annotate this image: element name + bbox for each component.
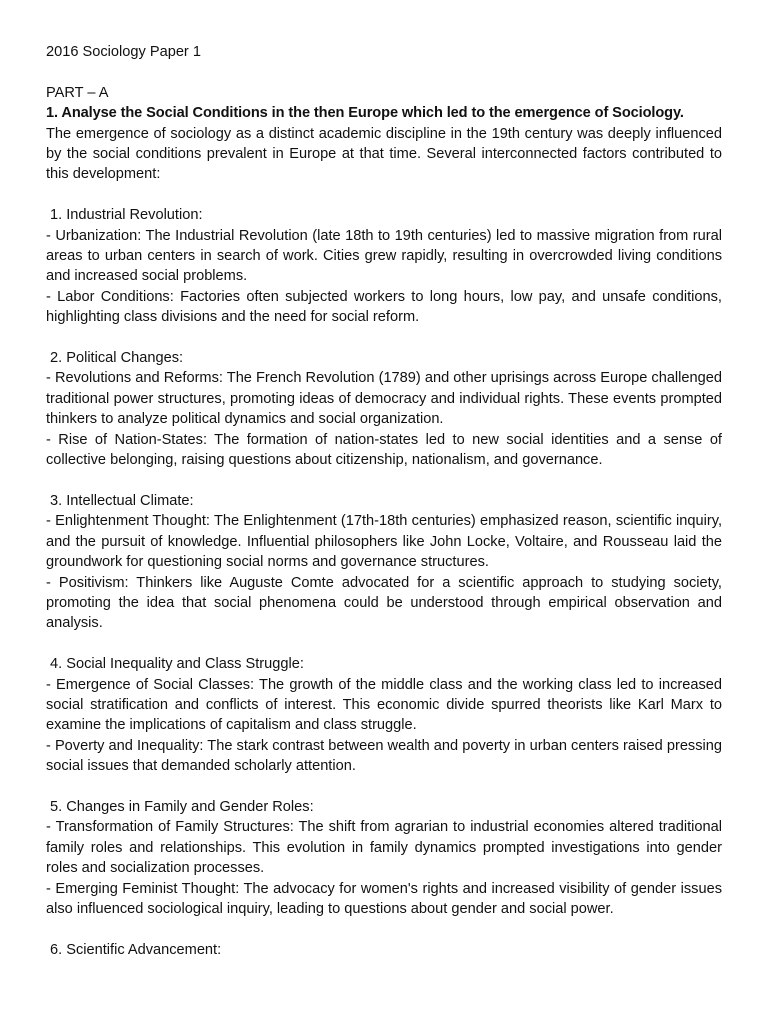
document-title: 2016 Sociology Paper 1 [46,44,201,60]
point-urbanization: - Urbanization: The Industrial Revolution (late 18th to 19th centuries) led to massive migration from rural areas to urban centers in search of work. Cities grew rapidly, resulting in overcrowded living conditions and increased social problems. [46,227,722,285]
section-heading-industrial-revolution: 1. Industrial Revolution: [50,207,203,224]
spacer [46,62,722,82]
point-enlightenment-thought: - Enlightenment Thought: The Enlightenment (17th-18th centuries) emphasized reason, scientific inquiry, and the pursuit of knowledge. Influential philosophers like John Locke, Voltaire, and Rousseau laid the groundwork for questioning social norms and governance structures. [46,513,722,571]
section-heading-social-inequality: 4. Social Inequality and Class Struggle: [50,656,304,673]
point-rise-of-nation-states: - Rise of Nation-States: The formation of nation-states led to new social identities and a sense of collective belonging, raising questions about citizenship, nationalism, and governance. [46,431,722,469]
spacer [46,470,722,490]
point-emergence-of-social-classes: - Emergence of Social Classes: The growth of the middle class and the working class led to increased social stratification and conflicts of interest. This economic divide spurred theorists like Karl Marx to examine the implications of capitalism and class struggle. [46,676,722,734]
point-revolutions-and-reforms: - Revolutions and Reforms: The French Revolution (1789) and other uprisings across Europe challenged traditional power structures, promoting ideas of democracy and individual rights. These events prompted thinkers to analyze political dynamics and social organization. [46,370,722,428]
section-heading-intellectual-climate: 3. Intellectual Climate: [50,492,194,509]
point-transformation-of-family: - Transformation of Family Structures: The shift from agrarian to industrial economies altered traditional family roles and relationships. This evolution in family dynamics prompted investigations into gender roles and socialization processes. [46,819,722,877]
document-page [46,42,722,960]
section-heading-political-changes: 2. Political Changes: [50,350,184,367]
spacer [46,777,722,797]
spacer [46,919,722,939]
spacer [46,634,722,654]
point-labor-conditions: - Labor Conditions: Factories often subjected workers to long hours, low pay, and unsafe conditions, highlighting class divisions and the need for social reform. [46,288,722,326]
question-heading: 1. Analyse the Social Conditions in the then Europe which led to the emergence of Sociology. [46,105,684,122]
intro-paragraph: The emergence of sociology as a distinct academic discipline in the 19th century was deeply influenced by the social conditions prevalent in Europe at that time. Several interconnected factors contributed to this development: [46,125,722,183]
spacer [46,185,722,205]
part-heading: PART – A [46,84,109,101]
section-heading-scientific-advancement: 6. Scientific Advancement: [50,941,222,958]
spacer [46,328,722,348]
point-poverty-and-inequality: - Poverty and Inequality: The stark contrast between wealth and poverty in urban centers raised pressing social issues that demanded scholarly attention. [46,737,722,775]
point-emerging-feminist-thought: - Emerging Feminist Thought: The advocacy for women's rights and increased visibility of gender issues also influenced sociological inquiry, leading to questions about gender and social power. [46,880,722,917]
section-heading-family-and-gender: 5. Changes in Family and Gender Roles: [50,798,314,815]
point-positivism: - Positivism: Thinkers like Auguste Comte advocated for a scientific approach to studying society, promoting the idea that social phenomena could be understood through empirical observation and analysis. [46,574,722,632]
